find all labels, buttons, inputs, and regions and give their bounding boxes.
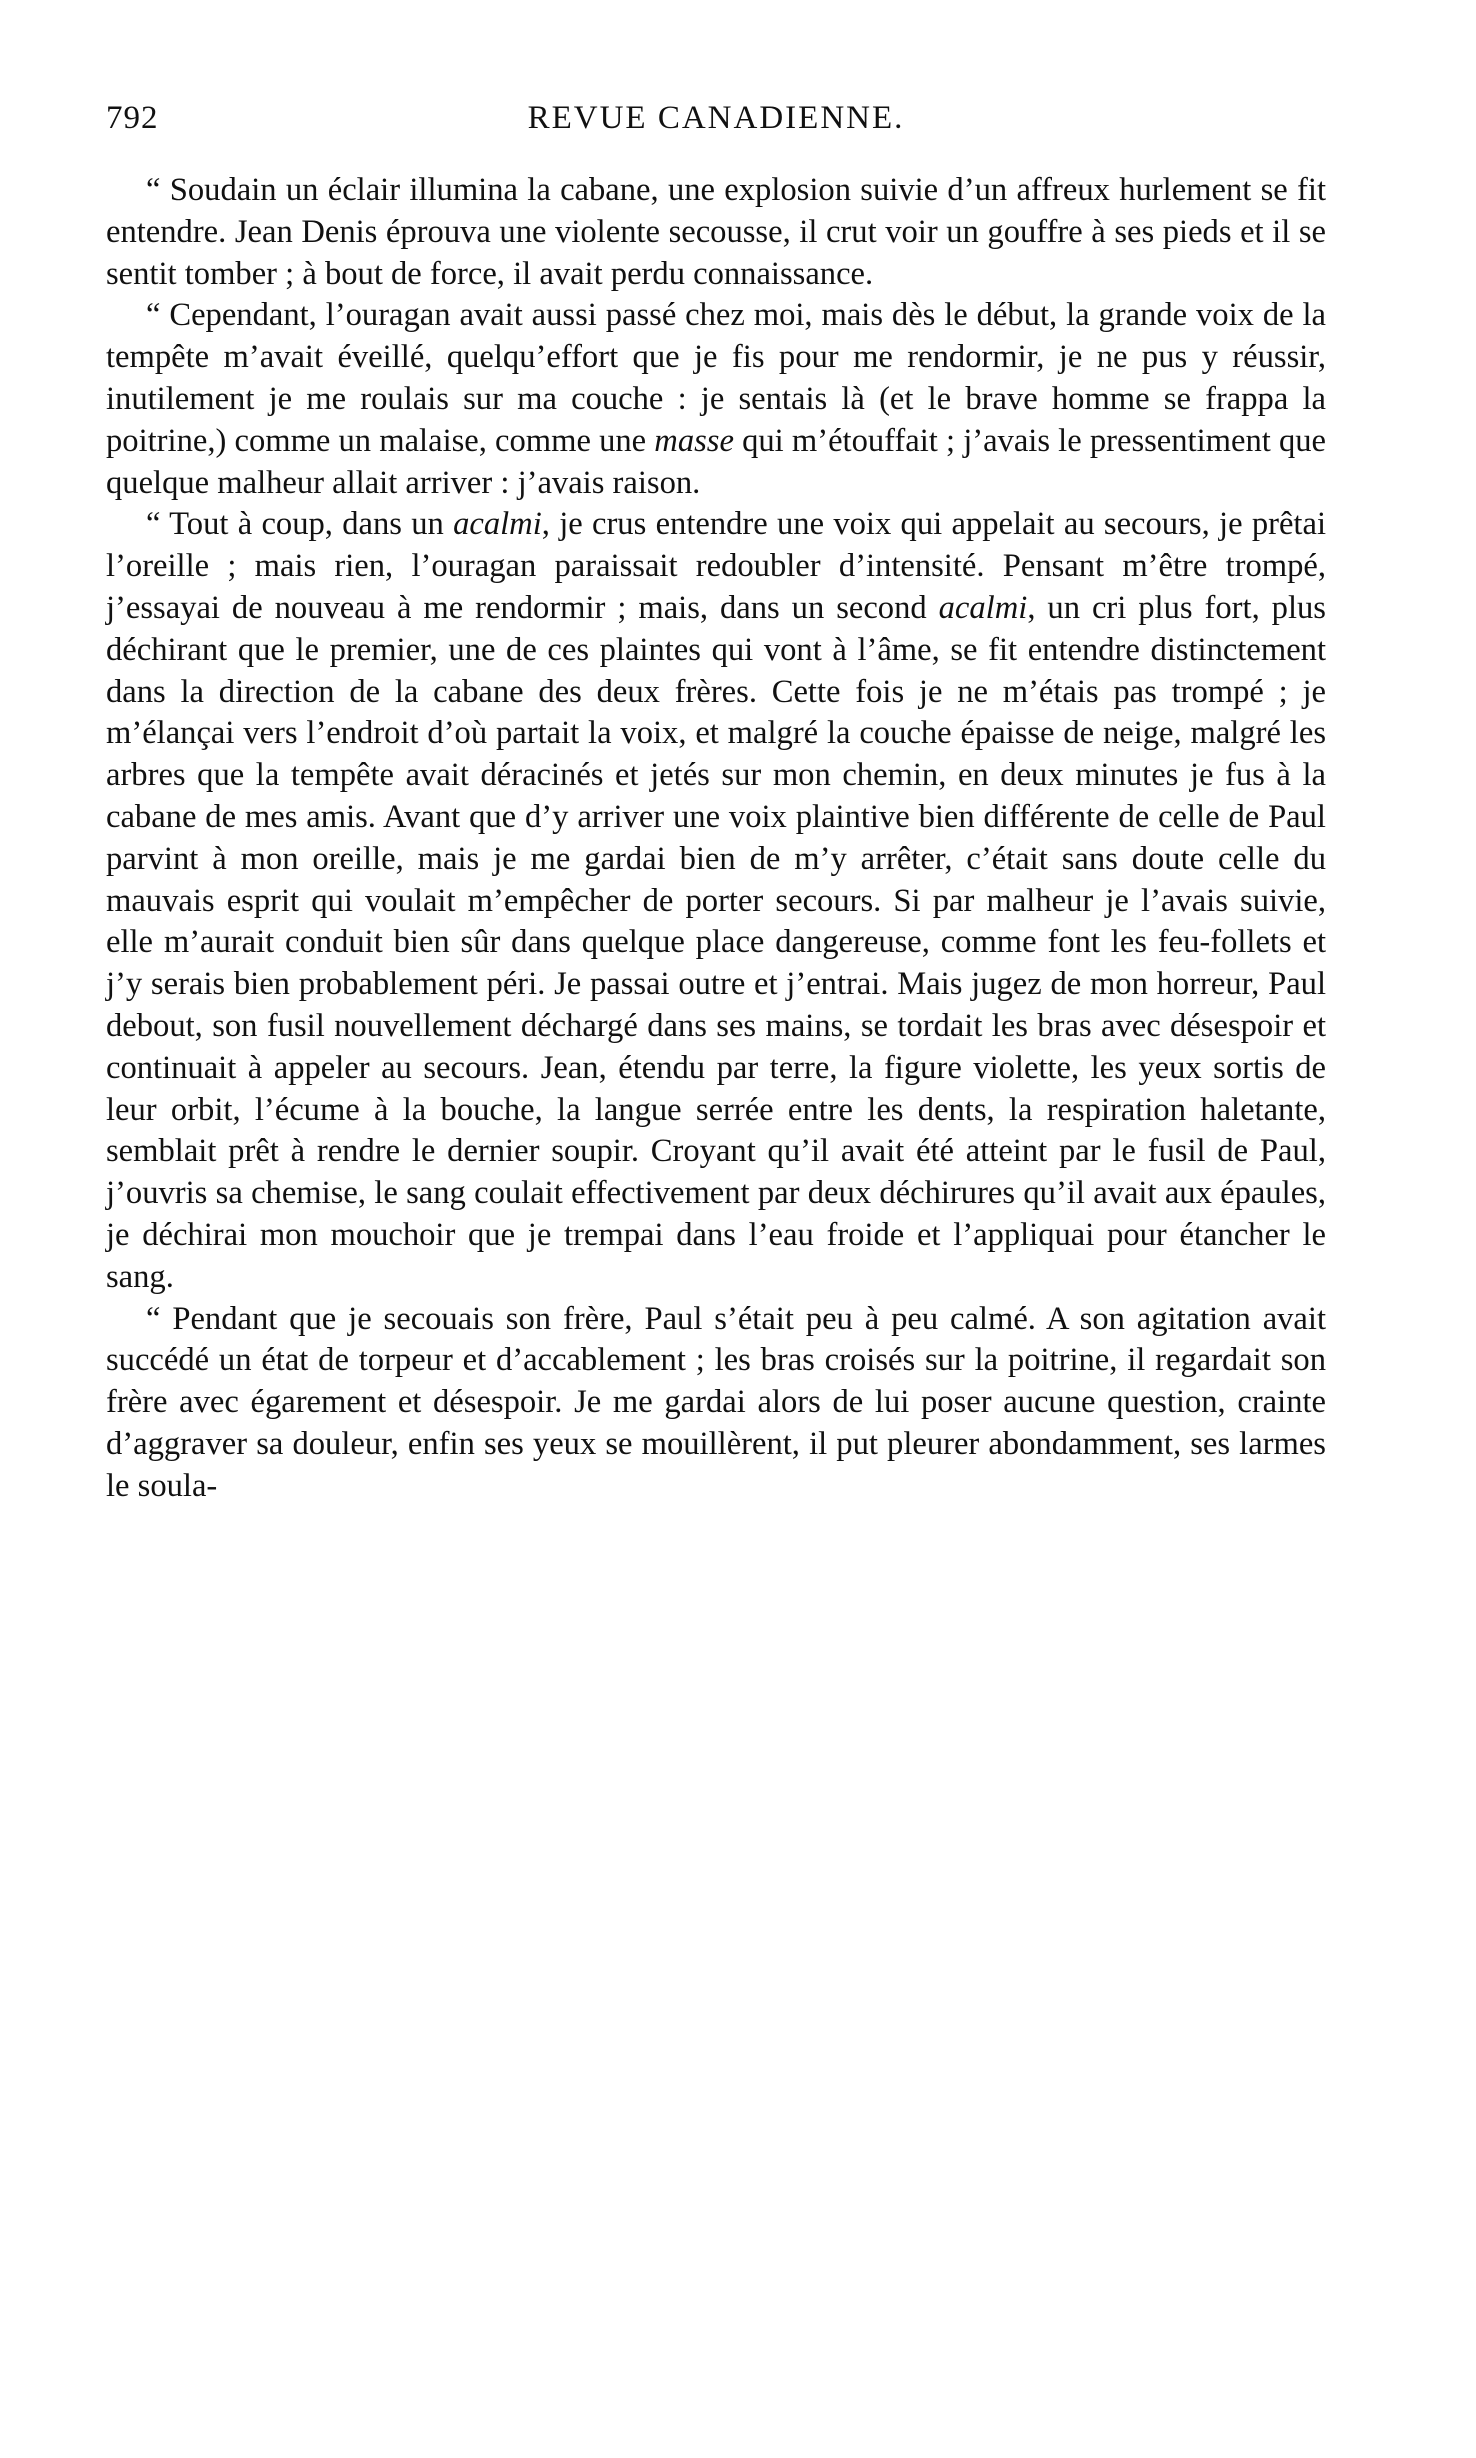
paragraph <box>106 295 1326 504</box>
italic-word: masse <box>654 422 734 459</box>
text-segment: “ Tout à coup, dans un <box>146 506 454 543</box>
body-text <box>106 170 1326 1508</box>
paragraph <box>106 504 1326 1298</box>
italic-word: acalmi <box>938 589 1028 626</box>
book-page <box>106 100 1326 1508</box>
paragraph <box>106 1299 1326 1508</box>
page-header <box>106 100 1326 170</box>
paragraph <box>106 170 1326 295</box>
italic-word: acalmi <box>453 506 542 543</box>
text-segment: “ Soudain un éclair illumina la cabane, une explosion suivie d’un affreux hurlement se fit entendre. Jean Denis éprouva une violente secousse, il crut voir un gouffre à ses pieds et il se sentit tomber ; à bout de force, il avait perdu connaissance. <box>106 172 1326 292</box>
text-segment: , un cri plus fort, plus déchirant que le premier, une de ces plaintes qui vont à l’âme, se fit entendre distinctement dans la direction de la cabane des deux frères. Cette fois je ne m’étais pas trompé ; je m’élançai vers l’endroit d’où partait la voix, et malgré la couche épaisse de neige, malgré les arbres que la tempête avait déracinés et jetés sur mon chemin, en deux minutes je fus à la cabane de mes amis. Avant que d’y arriver une voix plaintive bien différente de celle de Paul parvint à mon oreille, mais je me gardai bien de m’y arrêter, c’était sans doute celle du mauvais esprit qui voulait m’empêcher de porter secours. Si par malheur je l’avais suivie, elle m’aurait conduit bien sûr dans quelque place dangereuse, comme font les feu-follets et j’y serais bien probablement péri. Je passai outre et j’entrai. Mais jugez de mon horreur, Paul debout, son fusil nouvellement déchargé dans ses mains, se tordait les bras avec désespoir et continuait à appeler au secours. Jean, étendu par terre, la figure violette, les yeux sortis de leur orbit, l’écume à la bouche, la langue serrée entre les dents, la respiration haletante, semblait prêt à rendre le dernier soupir. Croyant qu’il avait été atteint par le fusil de Paul, j’ouvris sa chemise, le sang coulait effectivement par deux déchirures qu’il avait aux épaules, je déchirai mon mouchoir que je trempai dans l’eau froide et l’appliquai pour étancher le sang. <box>106 589 1326 1295</box>
text-segment: “ Cependant, l’ouragan avait aussi passé chez moi, mais dès le début, la grande voix de la tempête m’avait éveillé, quelqu’effort que je fis pour me rendormir, je ne pus y réussir, inutilement je me roulais sur ma couche : je sentais là (et le brave homme se frappa la poitrine,) comme un malaise, comme une <box>106 297 1326 459</box>
page-number: 792 <box>106 100 159 136</box>
running-title: REVUE CANADIENNE. <box>527 100 905 136</box>
text-segment: qui m’étouffait ; j’avais le pressentiment que quelque malheur allait arriver : j’avais raison. <box>106 422 1326 501</box>
text-segment: “ Pendant que je secouais son frère, Paul s’était peu à peu calmé. A son agitation avait succédé un état de torpeur et d’accablement ; les bras croisés sur la poitrine, il regardait son frère avec égarement et désespoir. Je me gardai alors de lui poser aucune question, crainte d’aggraver sa douleur, enfin ses yeux se mouillèrent, il put pleurer abondamment, ses larmes le soula- <box>106 1300 1326 1504</box>
text-segment: , je crus entendre une voix qui appelait au secours, je prêtai l’oreille ; mais rien, l’ouragan paraissait redoubler d’intensité. Pensant m’être trompé, j’essayai de nouveau à me rendormir ; mais, dans un second <box>106 506 1326 626</box>
